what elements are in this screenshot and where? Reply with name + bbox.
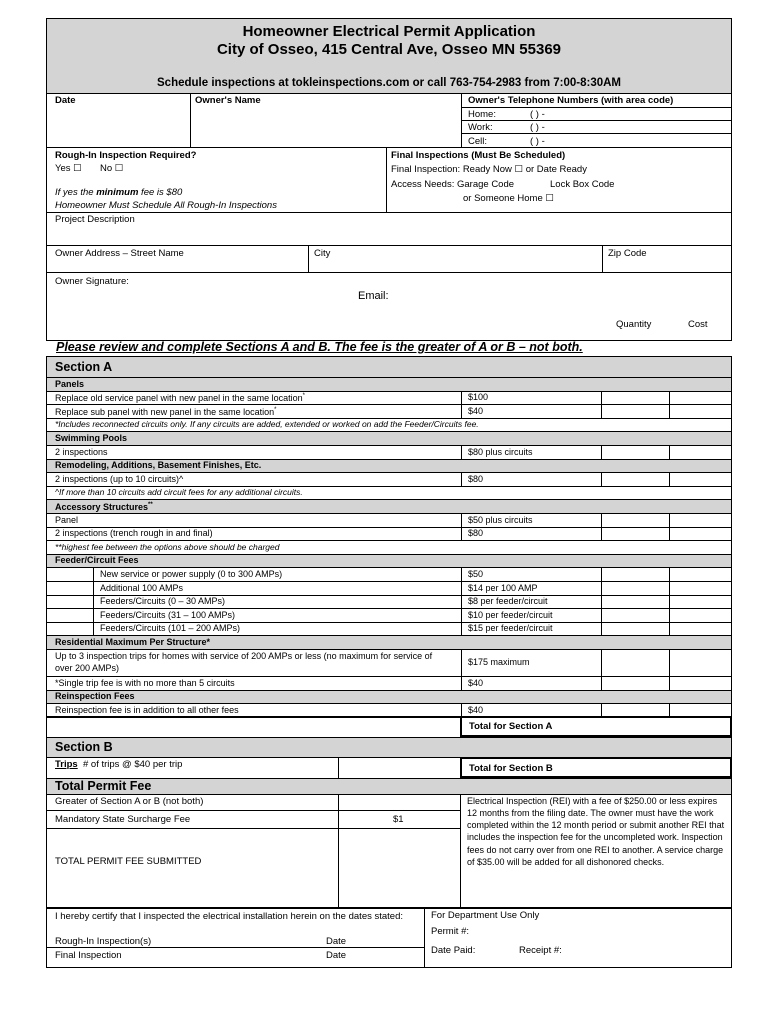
section-a-subheader: Remodeling, Additions, Basement Finishes, Etc. bbox=[55, 460, 262, 471]
owner-phones-label: Owner's Telephone Numbers (with area code) bbox=[468, 95, 674, 106]
review-instructions: Please review and complete Sections A and B. The fee is the greater of A or B – not both. bbox=[56, 340, 583, 354]
section-a-item-label: 2 inspections (up to 10 circuits)^ bbox=[55, 473, 184, 484]
roughin-label: Rough-In Inspection Required? bbox=[55, 150, 197, 161]
roughin-yes-checkbox[interactable]: Yes ☐ bbox=[55, 163, 82, 174]
section-a-subheader: Residential Maximum Per Structure* bbox=[55, 636, 211, 647]
section-a-subheader-band bbox=[47, 691, 731, 704]
quantity-header: Quantity bbox=[616, 319, 652, 330]
section-a-fee: $80 bbox=[468, 473, 484, 484]
section-a-subheader-band bbox=[47, 378, 731, 391]
cost-field[interactable] bbox=[670, 568, 731, 580]
roughin-no-checkbox[interactable]: No ☐ bbox=[100, 163, 124, 174]
project-description-label: Project Description bbox=[55, 214, 135, 225]
total-section-a-box[interactable] bbox=[460, 716, 732, 737]
section-a-fee: $100 bbox=[468, 392, 489, 403]
owner-signature-label: Owner Signature: bbox=[55, 276, 129, 287]
section-a-fee: $80 plus circuits bbox=[468, 446, 533, 457]
section-a-subheader: Panels bbox=[55, 378, 85, 389]
form-subtitle: City of Osseo, 415 Central Ave, Osseo MN 55369 bbox=[216, 41, 562, 58]
quantity-field[interactable] bbox=[602, 609, 668, 621]
state-surcharge-label: Mandatory State Surcharge Fee bbox=[55, 814, 191, 825]
section-a-band bbox=[47, 357, 731, 377]
phone-cell-field[interactable]: ( ) - bbox=[530, 136, 545, 147]
rei-notice: Electrical Inspection (REI) with a fee of $250.00 or less expires 12 months from the filing date. The owner must have the work completed within the 12 month period or submit another REI that includes the inspection fee for the uncompleted work. Inspection fees do not carry over from one REI to another. A service charge of $35.00 will be added for all dishonored checks. bbox=[467, 796, 725, 867]
section-a-fee: $10 per feeder/circuit bbox=[468, 609, 553, 620]
section-a-item-label: Replace sub panel with new panel in the same location* bbox=[55, 406, 277, 417]
quantity-field[interactable] bbox=[602, 568, 668, 580]
address-street-label: Owner Address – Street Name bbox=[55, 248, 184, 259]
phone-cell-label: Cell: bbox=[468, 136, 488, 147]
quantity-field[interactable] bbox=[602, 473, 668, 485]
section-b-trips: Trips # of trips @ $40 per trip bbox=[55, 759, 183, 770]
cost-field[interactable] bbox=[670, 582, 731, 594]
section-a-subheader: Feeder/Circuit Fees bbox=[55, 555, 139, 566]
section-a-item-label: Feeders/Circuits (31 – 100 AMPs) bbox=[100, 609, 236, 620]
section-a-subheader: Accessory Structures** bbox=[55, 501, 153, 512]
phone-home-label: Home: bbox=[468, 109, 496, 120]
certify-text: I hereby certify that I inspected the electrical installation herein on the dates stated: bbox=[55, 911, 404, 922]
form-title: Homeowner Electrical Permit Application bbox=[242, 23, 536, 40]
section-a-item-label: *Single trip fee is with no more than 5 circuits bbox=[55, 677, 235, 688]
cost-field[interactable] bbox=[670, 677, 731, 689]
dept-use-label: For Department Use Only bbox=[431, 910, 540, 921]
cost-field[interactable] bbox=[670, 596, 731, 608]
state-surcharge-amount: $1 bbox=[393, 814, 404, 825]
phone-home-field[interactable]: ( ) - bbox=[530, 109, 545, 120]
section-b-title: Section B bbox=[55, 740, 113, 754]
section-a-fee: $50 bbox=[468, 568, 484, 579]
footnote-marker: ** bbox=[148, 501, 153, 508]
quantity-field[interactable] bbox=[602, 392, 668, 404]
section-a-title: Section A bbox=[55, 360, 113, 374]
roughin-schedule-note: Homeowner Must Schedule All Rough-In Inspections bbox=[55, 200, 277, 211]
quantity-field[interactable] bbox=[602, 514, 668, 526]
total-section-b-label: Total for Section B bbox=[469, 763, 553, 774]
section-a-fee: $40 bbox=[468, 704, 484, 715]
access-garage-code[interactable]: Access Needs: Garage Code bbox=[391, 179, 515, 190]
form-outer-top bbox=[46, 18, 732, 341]
section-a-fee: $80 bbox=[468, 528, 484, 539]
quantity-field[interactable] bbox=[602, 405, 668, 417]
section-a-fee: $8 per feeder/circuit bbox=[468, 596, 548, 607]
section-a-item-label: Feeders/Circuits (0 – 30 AMPs) bbox=[100, 596, 226, 607]
quantity-field[interactable] bbox=[602, 596, 668, 608]
section-a-subheader-band bbox=[47, 555, 731, 568]
receipt-number-label: Receipt #: bbox=[519, 945, 562, 956]
date-label: Date bbox=[55, 95, 76, 106]
cost-field[interactable] bbox=[670, 446, 731, 458]
section-a-note: **highest fee between the options above should be charged bbox=[55, 541, 280, 552]
total-fee-submitted-label: TOTAL PERMIT FEE SUBMITTED bbox=[55, 856, 202, 867]
quantity-field[interactable] bbox=[602, 446, 668, 458]
section-a-fee: $175 maximum bbox=[468, 657, 530, 667]
certify-final-label: Final Inspection bbox=[55, 950, 122, 961]
cost-field[interactable] bbox=[670, 528, 731, 540]
section-a-item-label: Reinspection fee is in addition to all other fees bbox=[55, 704, 239, 715]
section-b-band bbox=[47, 738, 731, 757]
section-a-subheader-band bbox=[47, 432, 731, 445]
phone-work-field[interactable]: ( ) - bbox=[530, 122, 545, 133]
section-a-fee: $14 per 100 AMP bbox=[468, 582, 538, 593]
cost-field[interactable] bbox=[670, 392, 731, 404]
schedule-info: Schedule inspections at tokleinspections.com or call 763-754-2983 from 7:00-8:30AM bbox=[157, 77, 621, 89]
section-a-subheader: Reinspection Fees bbox=[55, 691, 135, 702]
access-lockbox-code[interactable]: Lock Box Code bbox=[550, 179, 615, 190]
certify-roughin-label: Rough-In Inspection(s) bbox=[55, 936, 152, 947]
section-a-item-label: Feeders/Circuits (101 – 200 AMPs) bbox=[100, 623, 241, 634]
quantity-field[interactable] bbox=[602, 623, 668, 635]
section-a-note: *Includes reconnected circuits only. If any circuits are added, extended or worked on add the Feeder/Circuits fee. bbox=[55, 419, 479, 430]
email-label: Email: bbox=[358, 290, 389, 302]
total-section-b-box[interactable] bbox=[460, 757, 732, 778]
phone-work-label: Work: bbox=[468, 122, 493, 133]
total-permit-fee-title: Total Permit Fee bbox=[55, 779, 152, 793]
section-a-subheader: Swimming Pools bbox=[55, 432, 128, 443]
quantity-field[interactable] bbox=[602, 677, 668, 689]
footnote-marker: * bbox=[274, 406, 277, 413]
cost-field[interactable] bbox=[670, 473, 731, 485]
quantity-field[interactable] bbox=[602, 650, 668, 675]
final-ready-field[interactable]: Final Inspection: Ready Now ☐ or Date Ready bbox=[391, 164, 587, 175]
owner-name-label: Owner's Name bbox=[195, 95, 261, 106]
section-a-fee: $40 bbox=[468, 677, 484, 688]
cost-field[interactable] bbox=[670, 514, 731, 526]
quantity-field[interactable] bbox=[602, 528, 668, 540]
section-a-fee: $15 per feeder/circuit bbox=[468, 623, 553, 634]
section-a-note: ^If more than 10 circuits add circuit fees for any additional circuits. bbox=[55, 487, 303, 498]
roughin-minimum-note: If yes the minimum fee is $80 bbox=[55, 187, 183, 198]
cost-header: Cost bbox=[688, 319, 708, 330]
total-section-a-label: Total for Section A bbox=[469, 721, 553, 732]
address-zip-label: Zip Code bbox=[608, 248, 647, 259]
footnote-marker: * bbox=[302, 393, 305, 400]
cost-field[interactable] bbox=[670, 704, 731, 716]
section-a-item-label: 2 inspections bbox=[55, 446, 108, 457]
certify-roughin-date: Date bbox=[326, 936, 347, 947]
final-inspections-label: Final Inspections (Must Be Scheduled) bbox=[391, 150, 566, 161]
section-a-item-label: Up to 3 inspection trips for homes with service of 200 AMPs or less (no maximum for service of over 200 AMPs) bbox=[55, 651, 433, 674]
certify-final-date: Date bbox=[326, 950, 347, 961]
access-someone-home[interactable]: or Someone Home ☐ bbox=[463, 193, 554, 204]
section-a-item-label: Panel bbox=[55, 514, 79, 525]
quantity-field[interactable] bbox=[602, 582, 668, 594]
section-a-item-label: New service or power supply (0 to 300 AMPs) bbox=[100, 568, 283, 579]
section-a-item-label: Additional 100 AMPs bbox=[100, 582, 184, 593]
permit-number-label: Permit #: bbox=[431, 926, 470, 937]
section-a-item-label: 2 inspections (trench rough in and final) bbox=[55, 528, 213, 539]
quantity-field[interactable] bbox=[602, 704, 668, 716]
section-a-fee: $50 plus circuits bbox=[468, 514, 533, 525]
address-city-label: City bbox=[314, 248, 331, 259]
section-a-item-label: Replace old service panel with new panel in the same location* bbox=[55, 393, 305, 404]
cost-field[interactable] bbox=[670, 609, 731, 621]
cost-field[interactable] bbox=[670, 405, 731, 417]
cost-field[interactable] bbox=[670, 650, 731, 675]
greater-of-a-or-b: Greater of Section A or B (not both) bbox=[55, 796, 204, 807]
date-paid-label: Date Paid: bbox=[431, 945, 476, 956]
cost-field[interactable] bbox=[670, 623, 731, 635]
section-a-fee: $40 bbox=[468, 405, 484, 416]
